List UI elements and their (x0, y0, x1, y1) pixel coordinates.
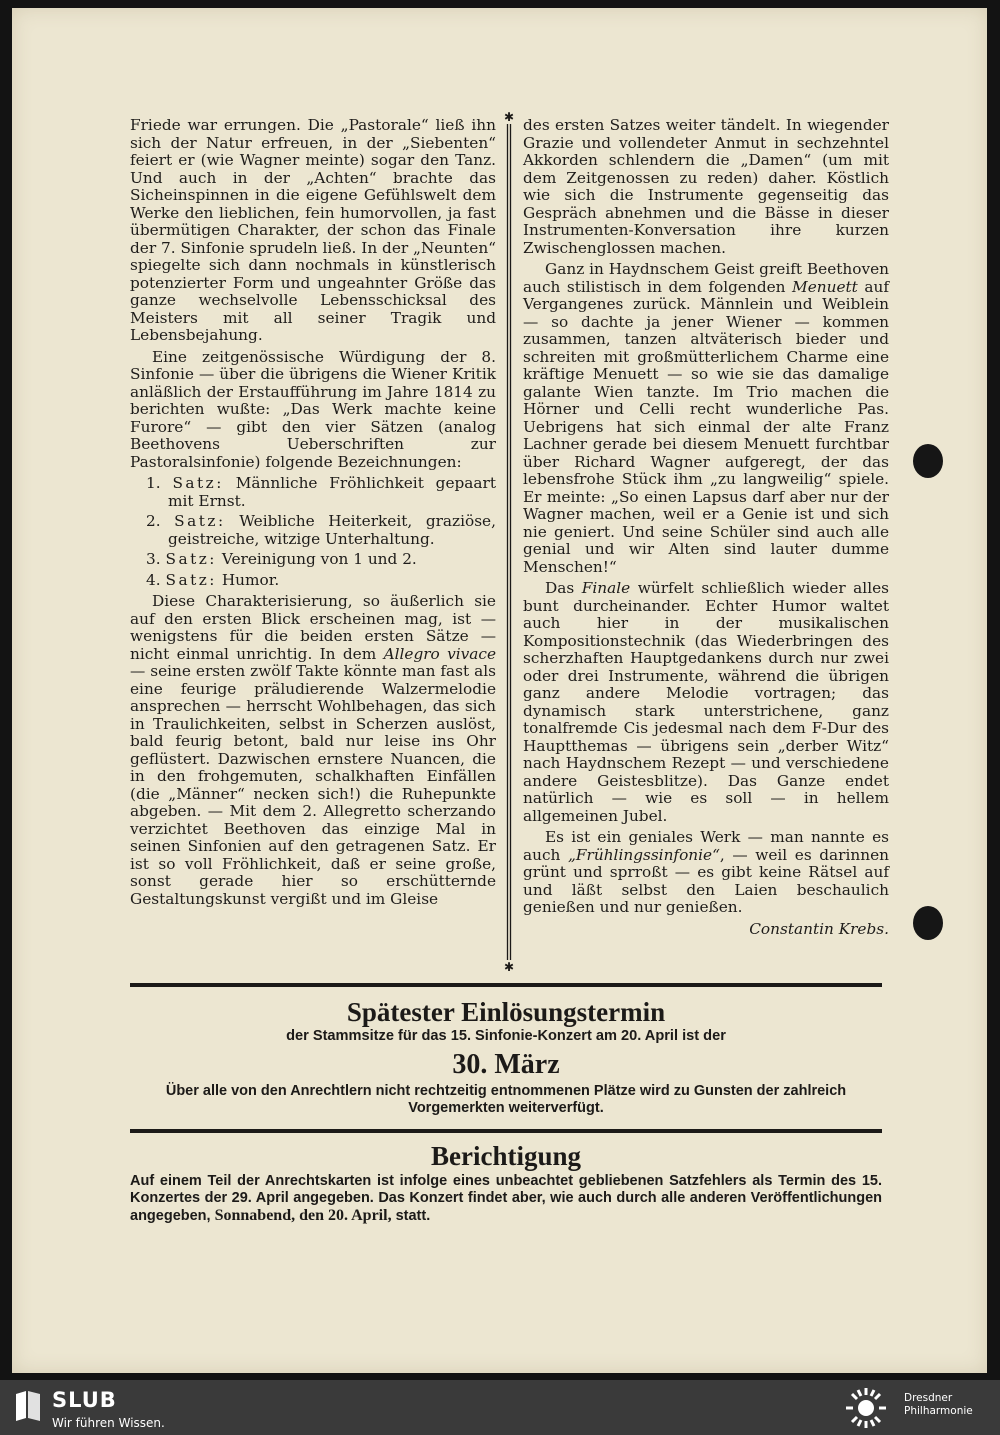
slub-book-icon (14, 1390, 42, 1422)
right-paragraph-3: Das Finale würfelt schließlich wieder alles bunt durcheinander. Echter Humor waltet auch hier in der musikalischen Kompositionstechnik (das Wiederbringen des scherzhaften Hauptgedankens durch nur zwei oder drei Instrumente, während die übrigen ganz andere Melodie vortragen; das dynamisch stark unterstrichene, ganz tonalfremde Cis jedesmal nach dem F-Dur des Hauptthemas — übrigens sein „derber Witz“ nach Haydnschem Rezept — und verschiedene andere Geistesblitze). Das Ganze endet natürlich — wie es soll — in hellem allgemeinen Jubel. (523, 579, 889, 825)
right-text-column (523, 117, 889, 942)
correction-body: Auf einem Teil der Anrechtskarten ist infolge eines unbeachtet gebliebenen Satzfehlers als Termin des 15. Konzertes der 29. April angegeben. Das Konzert findet aber, wie auch durch alle anderen Veröffentlichungen angegeben, Sonnabend, den 20. April, statt. (130, 1173, 882, 1224)
footer-bar (0, 1380, 1000, 1435)
satz-item: 1. Satz: Männliche Fröhlichkeit gepaart mit Ernst. (146, 474, 496, 510)
correction-rule (130, 1129, 882, 1133)
satz-item: 2. Satz: Weibliche Heiterkeit, graziöse, geistreiche, witzige Unterhaltung. (146, 512, 496, 548)
philharmonie-name: Dresdner Philharmonie (904, 1392, 973, 1417)
redemption-notice (130, 997, 882, 1117)
notice-date: 30. März (452, 1049, 560, 1080)
correction-notice (130, 1141, 882, 1225)
right-paragraph-4: Es ist ein geniales Werk — man nannte es auch „Frühlingssinfonie“, — weil es darinnen grünt und sprroßt — es gibt keine Rätsel auf und läßt selbst den Laien beschaulich genießen und nur genießen. (523, 828, 889, 916)
punch-hole-top (913, 444, 943, 478)
satz-list (130, 475, 496, 589)
left-text-column (130, 117, 496, 912)
correction-heading: Berichtigung (430, 1141, 581, 1171)
slub-name: SLUB (52, 1388, 117, 1412)
right-paragraph-2: Ganz in Haydnschem Geist greift Beethoven auch stilistisch in dem folgenden Menuett auf Vergangenes zurück. Männlein und Weiblein — so dachte ja jener Wiener — kommen zusammen, tanzen altväterisch bieder und schreiten mit großmütterlichem Charme eine kräftige Menuett — so wie sie das damalige galante Wien tanzte. Im Trio machen die Hörner und Celli recht wunderliche Pas. Uebrigens hat sich einmal der alte Franz Lachner gerade bei diesem Menuett furchtbar über Richard Wagner aufgeregt, der das lebensfrohe Stück ihm „zu langweilig“ spiele. Er meinte: „So einen Lapsus darf aber nur der Wagner machen, weil er a Genie ist und sich nie geniert. Und seine Schüler sind auch alle genial und wir Alten sind lauter dumme Menschen!“ (523, 260, 890, 576)
right-paragraph-1: des ersten Satzes weiter tändelt. In wiegender Grazie und vollendeter Anmut in sechzehntel Akkorden schlendern die „Damen“ (um mit dem Zeitgenossen zu reden) daher. Köstlich wie sich die Instrumente gegenseitig das Gespräch abnehmen und die Bässe in dieser Instrumenten-Konversation ihre kurzen Zwischenglossen machen. (523, 116, 889, 257)
notice-subline: der Stammsitze für das 15. Sinfonie-Konzert am 20. April ist der (286, 1028, 726, 1044)
notice-body: Über alle von den Anrechtlern nicht rechtzeitig entnommenen Plätze wird zu Gunsten der zahlreich Vorgemerkten weiterverfügt. (165, 1083, 847, 1116)
author-signature: Constantin Krebs. (749, 919, 889, 938)
svg-text:✱: ✱ (504, 112, 514, 124)
left-paragraph-1: Friede war errungen. Die „Pastorale“ ließ ihn sich der Natur erfreuen, in der „Siebenten“ feiert er (wie Wagner meinte) sogar den Tanz. Und auch in der „Achten“ brachte das Sicheinspinnen in die eigene Gefühlswelt dem Werke den lieblichen, fein humorvollen, ja fast übermütigen Charakter, der schon das Finale der 7. Sinfonie sprudeln ließ. In der „Neunten“ spiegelte sich dann nochmals in künstlerisch potenzierter Form und ungeahnter Größe das ganze wechselvolle Lebensschicksal des Meisters mit all seiner Tragik und Lebensbejahung. (130, 116, 496, 344)
punch-hole-bottom (913, 906, 943, 940)
notice-rule-top (130, 983, 882, 987)
left-paragraph-3: Diese Charakterisierung, so äußerlich sie auf den ersten Blick erscheinen mag, ist — wenigstens für die beiden ersten Sätze — nicht einmal unrichtig. In dem Allegro vivace — seine ersten zwölf Takte könnte man fast als eine feurige präludierende Walzermelodie ansprechen — herrscht Wohlbehagen, das sich in Traulichkeiten, selbst in Scherzen auslöst, bald feurig betont, bald nur leise ins Ohr geflüstert. Dazwischen ernstere Nuancen, die in den frohgemuten, schalkhaften Einfällen (die „Männer“ necken sich!) die Ruhepunkte abgeben. — Mit dem 2. Allegretto scherzando verzichtet Beethoven das einzige Mal in seinen Sinfonien auf den getragenen Satz. Er ist so voll Fröhlichkeit, daß er seine große, sonst gerade hier so erschütternde Gestaltungskunst vergißt und im Gleise (130, 592, 497, 908)
slub-tagline: Wir führen Wissen. (52, 1416, 165, 1430)
left-paragraph-2: Eine zeitgenössische Würdigung der 8. Sinfonie — über die übrigens die Wiener Kritik anläßlich der Erstaufführung im Jahre 1814 zu berichten wußte: „Das Werk machte keine Furore“ — gibt den vier Sätzen (analog Beethovens Ueberschriften zur Pastoralsinfonie) folgende Bezeichnungen: (130, 347, 496, 471)
svg-text:✱: ✱ (504, 960, 514, 972)
satz-item: 3. Satz: Vereinigung von 1 und 2. (146, 550, 417, 568)
satz-item: 4. Satz: Humor. (146, 570, 280, 589)
philharmonie-sunburst-icon (838, 1386, 894, 1430)
notice-heading: Spätester Einlösungstermin (346, 997, 666, 1027)
column-divider (504, 112, 514, 972)
